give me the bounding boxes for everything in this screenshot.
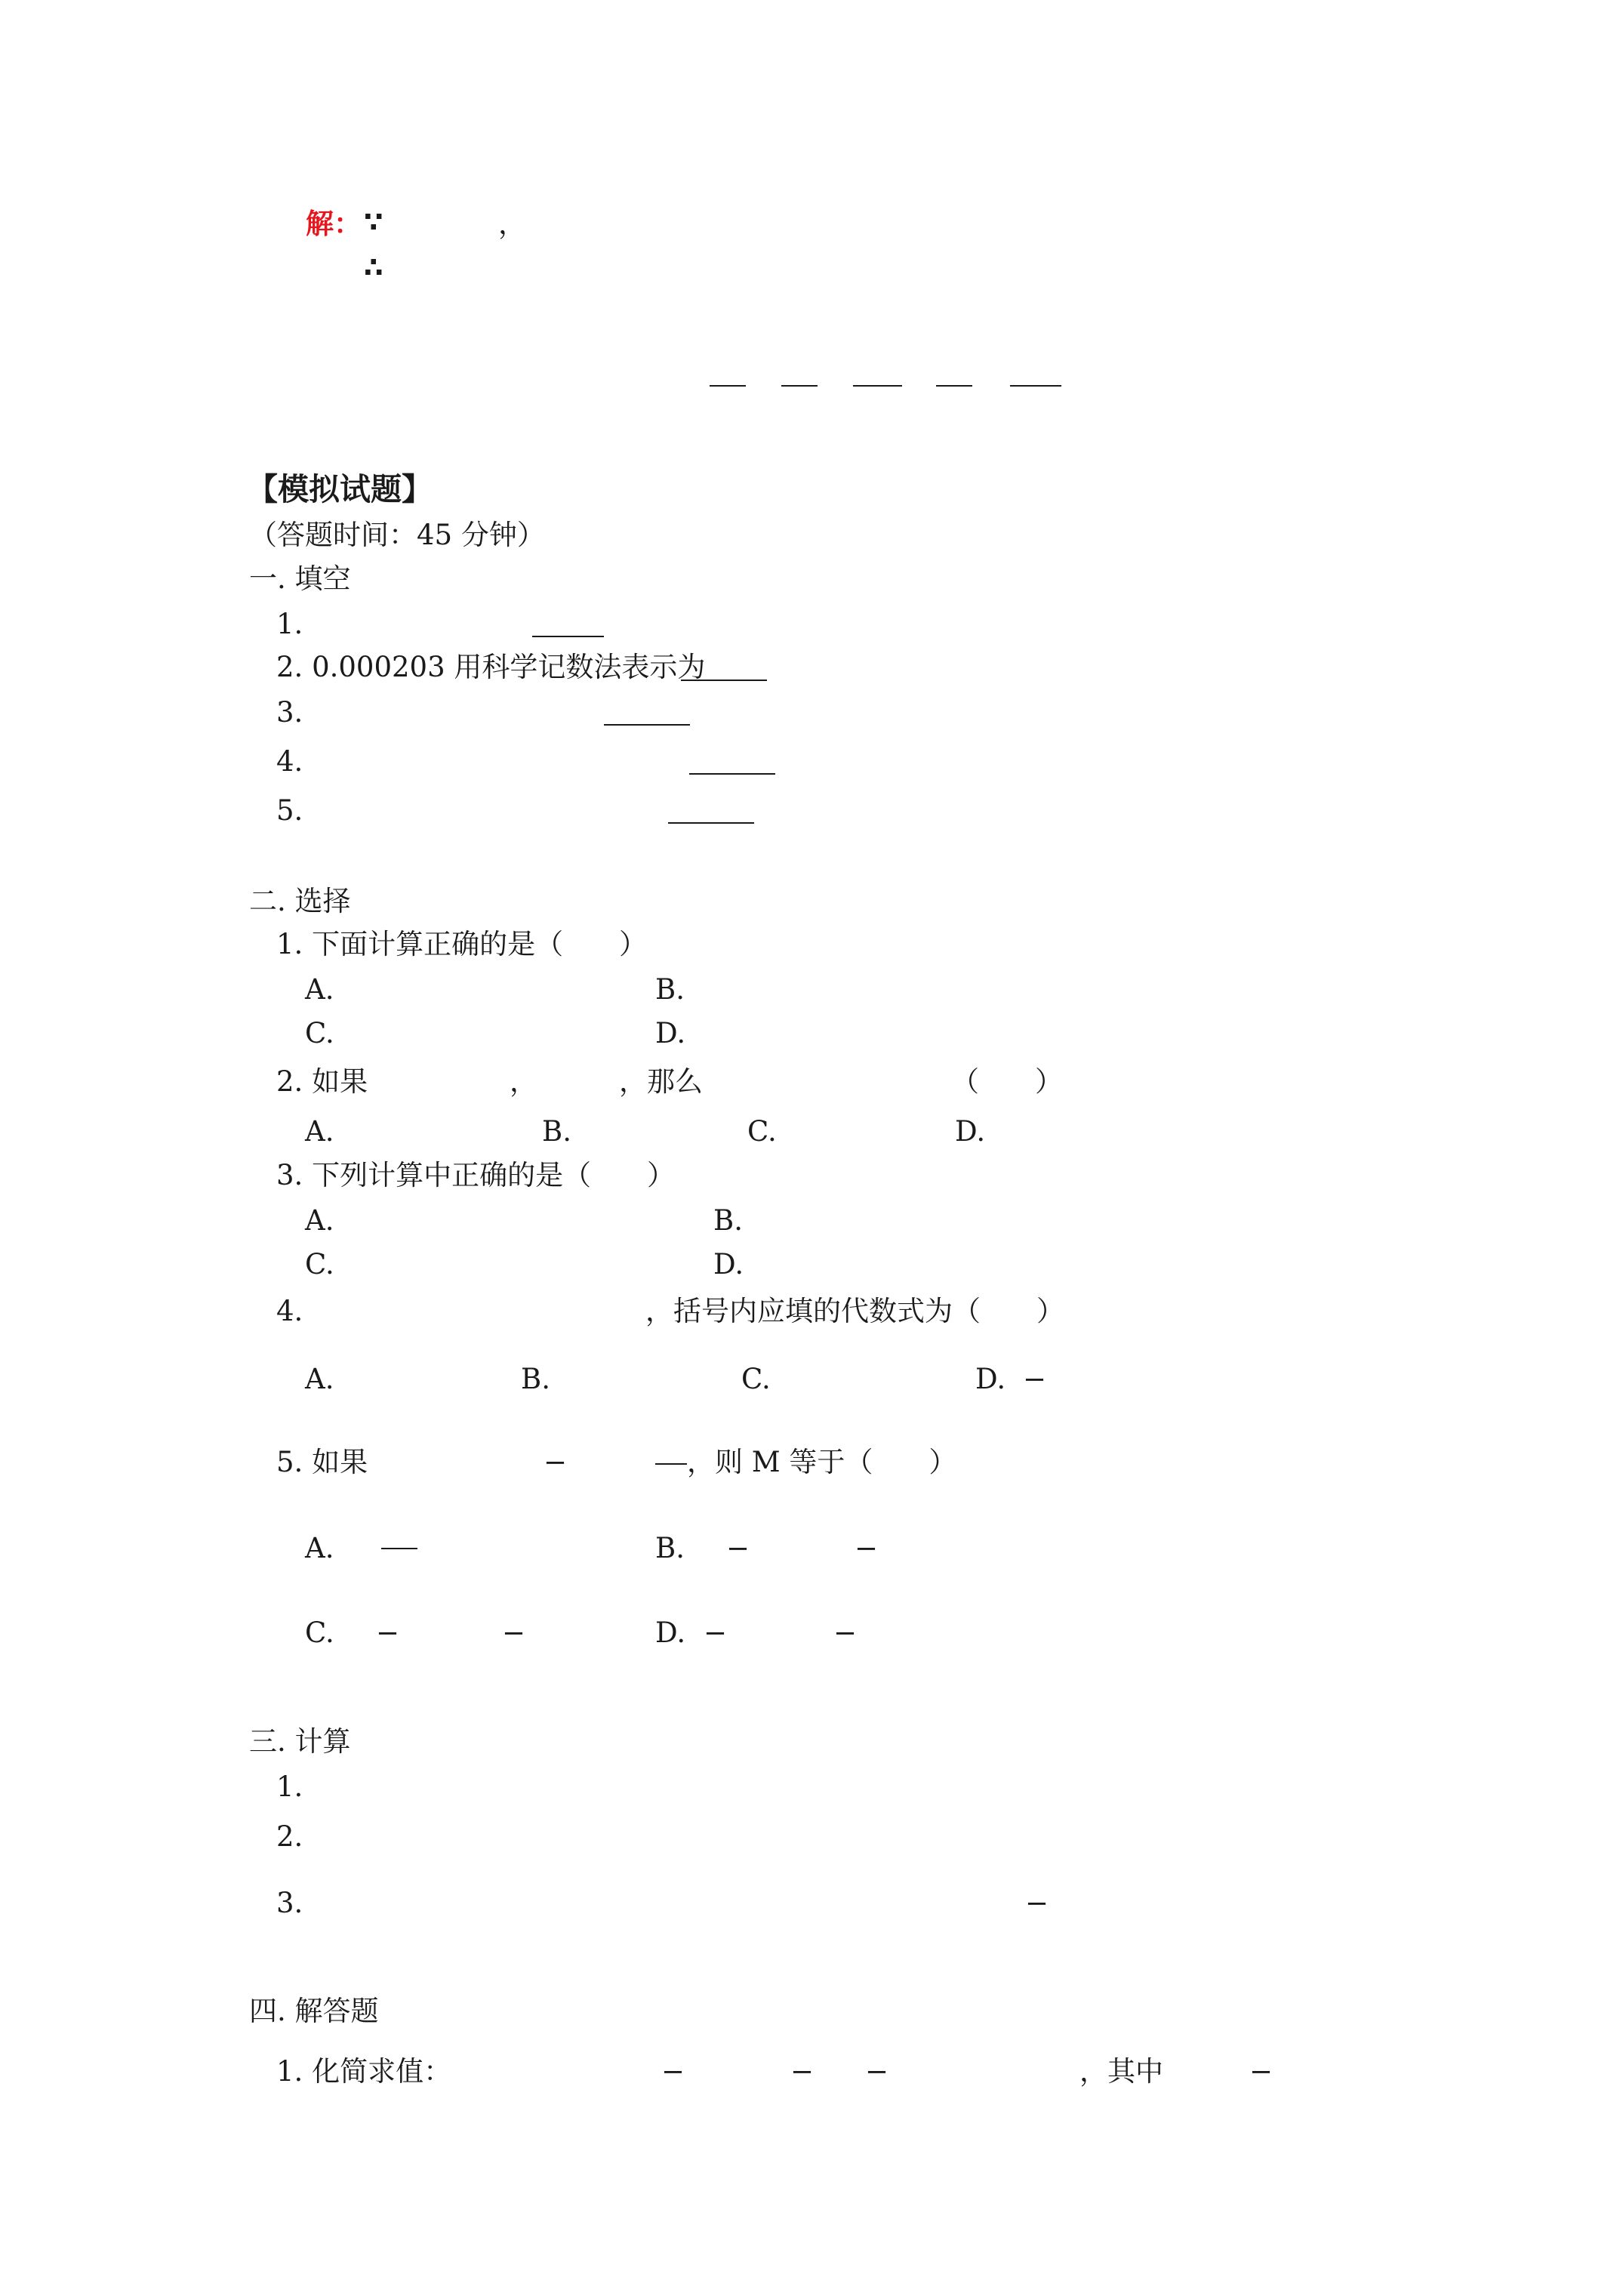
minus-sign: − bbox=[1249, 2055, 1273, 2088]
answer-q1-where: ，其中 bbox=[1079, 2055, 1163, 2088]
fill-q3: 3. bbox=[276, 696, 303, 729]
fraction-bar bbox=[781, 385, 818, 387]
therefore-symbol: ∴ bbox=[364, 251, 383, 284]
minus-sign: − bbox=[790, 2055, 815, 2088]
answer-blank bbox=[604, 724, 690, 726]
section-4-heading: 四. 解答题 bbox=[249, 1995, 379, 2027]
minus-sign: − bbox=[865, 2055, 889, 2088]
calc-q1: 1. bbox=[276, 1771, 303, 1803]
minus-sign: − bbox=[1023, 1363, 1047, 1395]
mock-test-title: 【模拟试题】 bbox=[247, 471, 433, 507]
answer-blank bbox=[532, 636, 604, 637]
answer-blank bbox=[681, 680, 767, 681]
section-1-heading: 一. 填空 bbox=[249, 562, 351, 595]
fraction-bar bbox=[853, 385, 902, 387]
calc-q2: 2. bbox=[276, 1820, 303, 1853]
section-2-heading: 二. 选择 bbox=[249, 885, 351, 917]
choice-q2-paren: （ ） bbox=[951, 1065, 1063, 1098]
option-c: C. bbox=[305, 1248, 334, 1281]
choice-q1: 1. 下面计算正确的是（ ） bbox=[276, 928, 648, 960]
option-c: C. bbox=[305, 1616, 334, 1649]
minus-sign: − bbox=[855, 1532, 879, 1564]
minus-sign: − bbox=[726, 1532, 750, 1564]
option-b: B. bbox=[542, 1115, 571, 1148]
minus-sign: − bbox=[833, 1616, 858, 1649]
option-c: C. bbox=[747, 1115, 777, 1148]
section-3-heading: 三. 计算 bbox=[249, 1725, 351, 1758]
minus-sign: − bbox=[661, 2055, 685, 2088]
fill-q2: 2. 0.000203 用科学记数法表示为 bbox=[276, 651, 706, 683]
minus-sign: − bbox=[502, 1616, 526, 1649]
fraction-bar bbox=[655, 1463, 687, 1465]
choice-q2-then: ，那么 bbox=[619, 1065, 703, 1098]
solution-label: 解： bbox=[306, 207, 362, 240]
answer-blank bbox=[689, 773, 775, 775]
option-b: B. bbox=[655, 973, 685, 1006]
fill-q4: 4. bbox=[276, 745, 303, 778]
option-c: C. bbox=[305, 1017, 334, 1049]
option-a: A. bbox=[305, 1363, 334, 1395]
choice-q4-text: ，括号内应填的代数式为（ ） bbox=[645, 1295, 1064, 1327]
fraction-bar bbox=[710, 385, 746, 387]
because-symbol: ∵ bbox=[364, 206, 383, 239]
minus-sign: − bbox=[704, 1616, 728, 1649]
option-d: D. bbox=[975, 1363, 1006, 1395]
option-d: D. bbox=[655, 1017, 686, 1049]
choice-q5-text: ，则 M 等于（ ） bbox=[687, 1446, 957, 1478]
choice-q4: 4. bbox=[276, 1295, 303, 1327]
option-b: B. bbox=[521, 1363, 550, 1395]
option-b: B. bbox=[713, 1204, 743, 1237]
choice-q2-comma: ， bbox=[510, 1065, 537, 1098]
solution-comma: ， bbox=[498, 208, 526, 240]
option-a: A. bbox=[305, 973, 334, 1006]
option-d: D. bbox=[955, 1115, 986, 1148]
answer-q1: 1. 化简求值： bbox=[276, 2055, 452, 2088]
answer-time: （答题时间：45 分钟） bbox=[249, 519, 545, 551]
calc-q3: 3. bbox=[276, 1887, 303, 1919]
fraction-bar bbox=[936, 385, 972, 387]
minus-sign: − bbox=[1025, 1887, 1049, 1919]
fraction-bar bbox=[1010, 385, 1061, 387]
option-c: C. bbox=[741, 1363, 771, 1395]
minus-sign: − bbox=[376, 1616, 400, 1649]
choice-q2: 2. 如果 bbox=[276, 1065, 368, 1098]
minus-sign: − bbox=[544, 1446, 568, 1478]
option-a: A. bbox=[305, 1115, 334, 1148]
choice-q5: 5. 如果 bbox=[276, 1446, 368, 1478]
fill-q5: 5. bbox=[276, 794, 303, 827]
answer-blank bbox=[668, 822, 754, 824]
option-b: B. bbox=[655, 1532, 685, 1564]
option-d: D. bbox=[713, 1248, 744, 1281]
fraction-bar bbox=[381, 1548, 417, 1549]
option-d: D. bbox=[655, 1616, 686, 1649]
fill-q1: 1. bbox=[276, 608, 303, 640]
option-a: A. bbox=[305, 1532, 334, 1564]
option-a: A. bbox=[305, 1204, 334, 1237]
choice-q3: 3. 下列计算中正确的是（ ） bbox=[276, 1159, 676, 1191]
